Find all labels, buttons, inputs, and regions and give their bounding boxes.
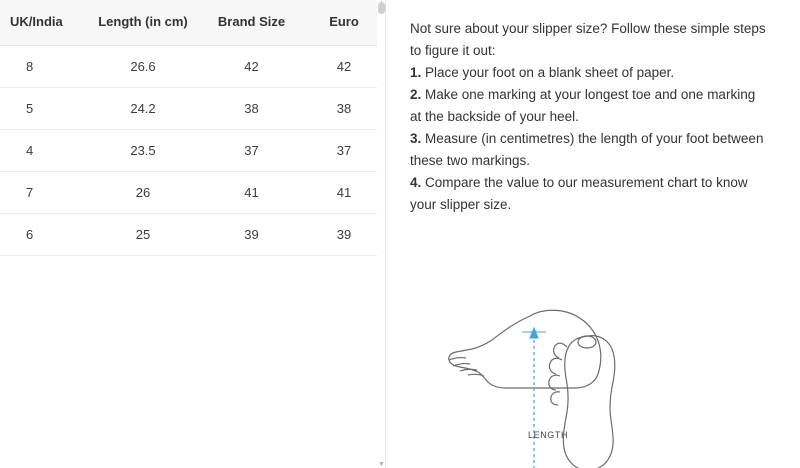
size-chart-table [0, 0, 386, 256]
cell-uk-india: 5 [0, 88, 82, 130]
length-measure-arrow-icon [522, 328, 546, 468]
cell-length: 24.2 [82, 88, 204, 130]
column-header-euro: Euro [299, 0, 386, 46]
column-header-length: Length (in cm) [82, 0, 204, 46]
step-number-4: 4. [410, 175, 422, 190]
size-table-pane [0, 0, 386, 468]
cell-brand-size: 41 [204, 172, 299, 214]
instruction-step-2 [410, 84, 770, 128]
column-header-brand-size: Brand Size [204, 0, 299, 46]
cell-euro: 39 [299, 214, 386, 256]
step-number-3: 3. [410, 131, 422, 146]
instructions-pane [386, 0, 800, 468]
table-row[interactable] [0, 46, 386, 88]
scroll-down-arrow-icon[interactable]: ▼ [378, 461, 385, 468]
measurement-instructions [410, 18, 770, 216]
scrollbar-thumb[interactable] [378, 2, 385, 14]
cell-length: 23.5 [82, 130, 204, 172]
table-header-row [0, 0, 386, 46]
cell-uk-india: 4 [0, 130, 82, 172]
foot-side-view-icon [449, 310, 601, 388]
cell-brand-size: 42 [204, 46, 299, 88]
instruction-step-3 [410, 128, 770, 172]
column-header-uk-india: UK/India [0, 0, 82, 46]
cell-uk-india: 8 [0, 46, 82, 88]
cell-length: 26 [82, 172, 204, 214]
cell-brand-size: 37 [204, 130, 299, 172]
table-header [0, 0, 386, 46]
foot-measurement-diagram [410, 238, 770, 468]
table-row[interactable] [0, 214, 386, 256]
table-row[interactable] [0, 130, 386, 172]
cell-euro: 42 [299, 46, 386, 88]
step-text-4: Compare the value to our measurement chart to know your slipper size. [410, 175, 748, 212]
cell-brand-size: 39 [204, 214, 299, 256]
length-label: LENGTH [528, 430, 569, 440]
cell-length: 26.6 [82, 46, 204, 88]
table-row[interactable] [0, 88, 386, 130]
instruction-step-4 [410, 172, 770, 216]
cell-euro: 41 [299, 172, 386, 214]
table-row[interactable] [0, 172, 386, 214]
step-number-1: 1. [410, 65, 422, 80]
instructions-intro: Not sure about your slipper size? Follow these simple steps to figure it out: [410, 21, 766, 58]
cell-brand-size: 38 [204, 88, 299, 130]
cell-uk-india: 7 [0, 172, 82, 214]
foot-illustration [410, 238, 770, 468]
step-text-1: Place your foot on a blank sheet of paper. [421, 65, 675, 80]
step-text-2: Make one marking at your longest toe and one marking at the backside of your heel. [410, 87, 756, 124]
cell-euro: 37 [299, 130, 386, 172]
instruction-step-1 [410, 62, 770, 84]
table-body [0, 46, 386, 256]
step-text-3: Measure (in centimetres) the length of your foot between these two markings. [410, 131, 764, 168]
step-number-2: 2. [410, 87, 422, 102]
foot-top-view-icon [549, 336, 615, 468]
cell-uk-india: 6 [0, 214, 82, 256]
cell-length: 25 [82, 214, 204, 256]
cell-euro: 38 [299, 88, 386, 130]
